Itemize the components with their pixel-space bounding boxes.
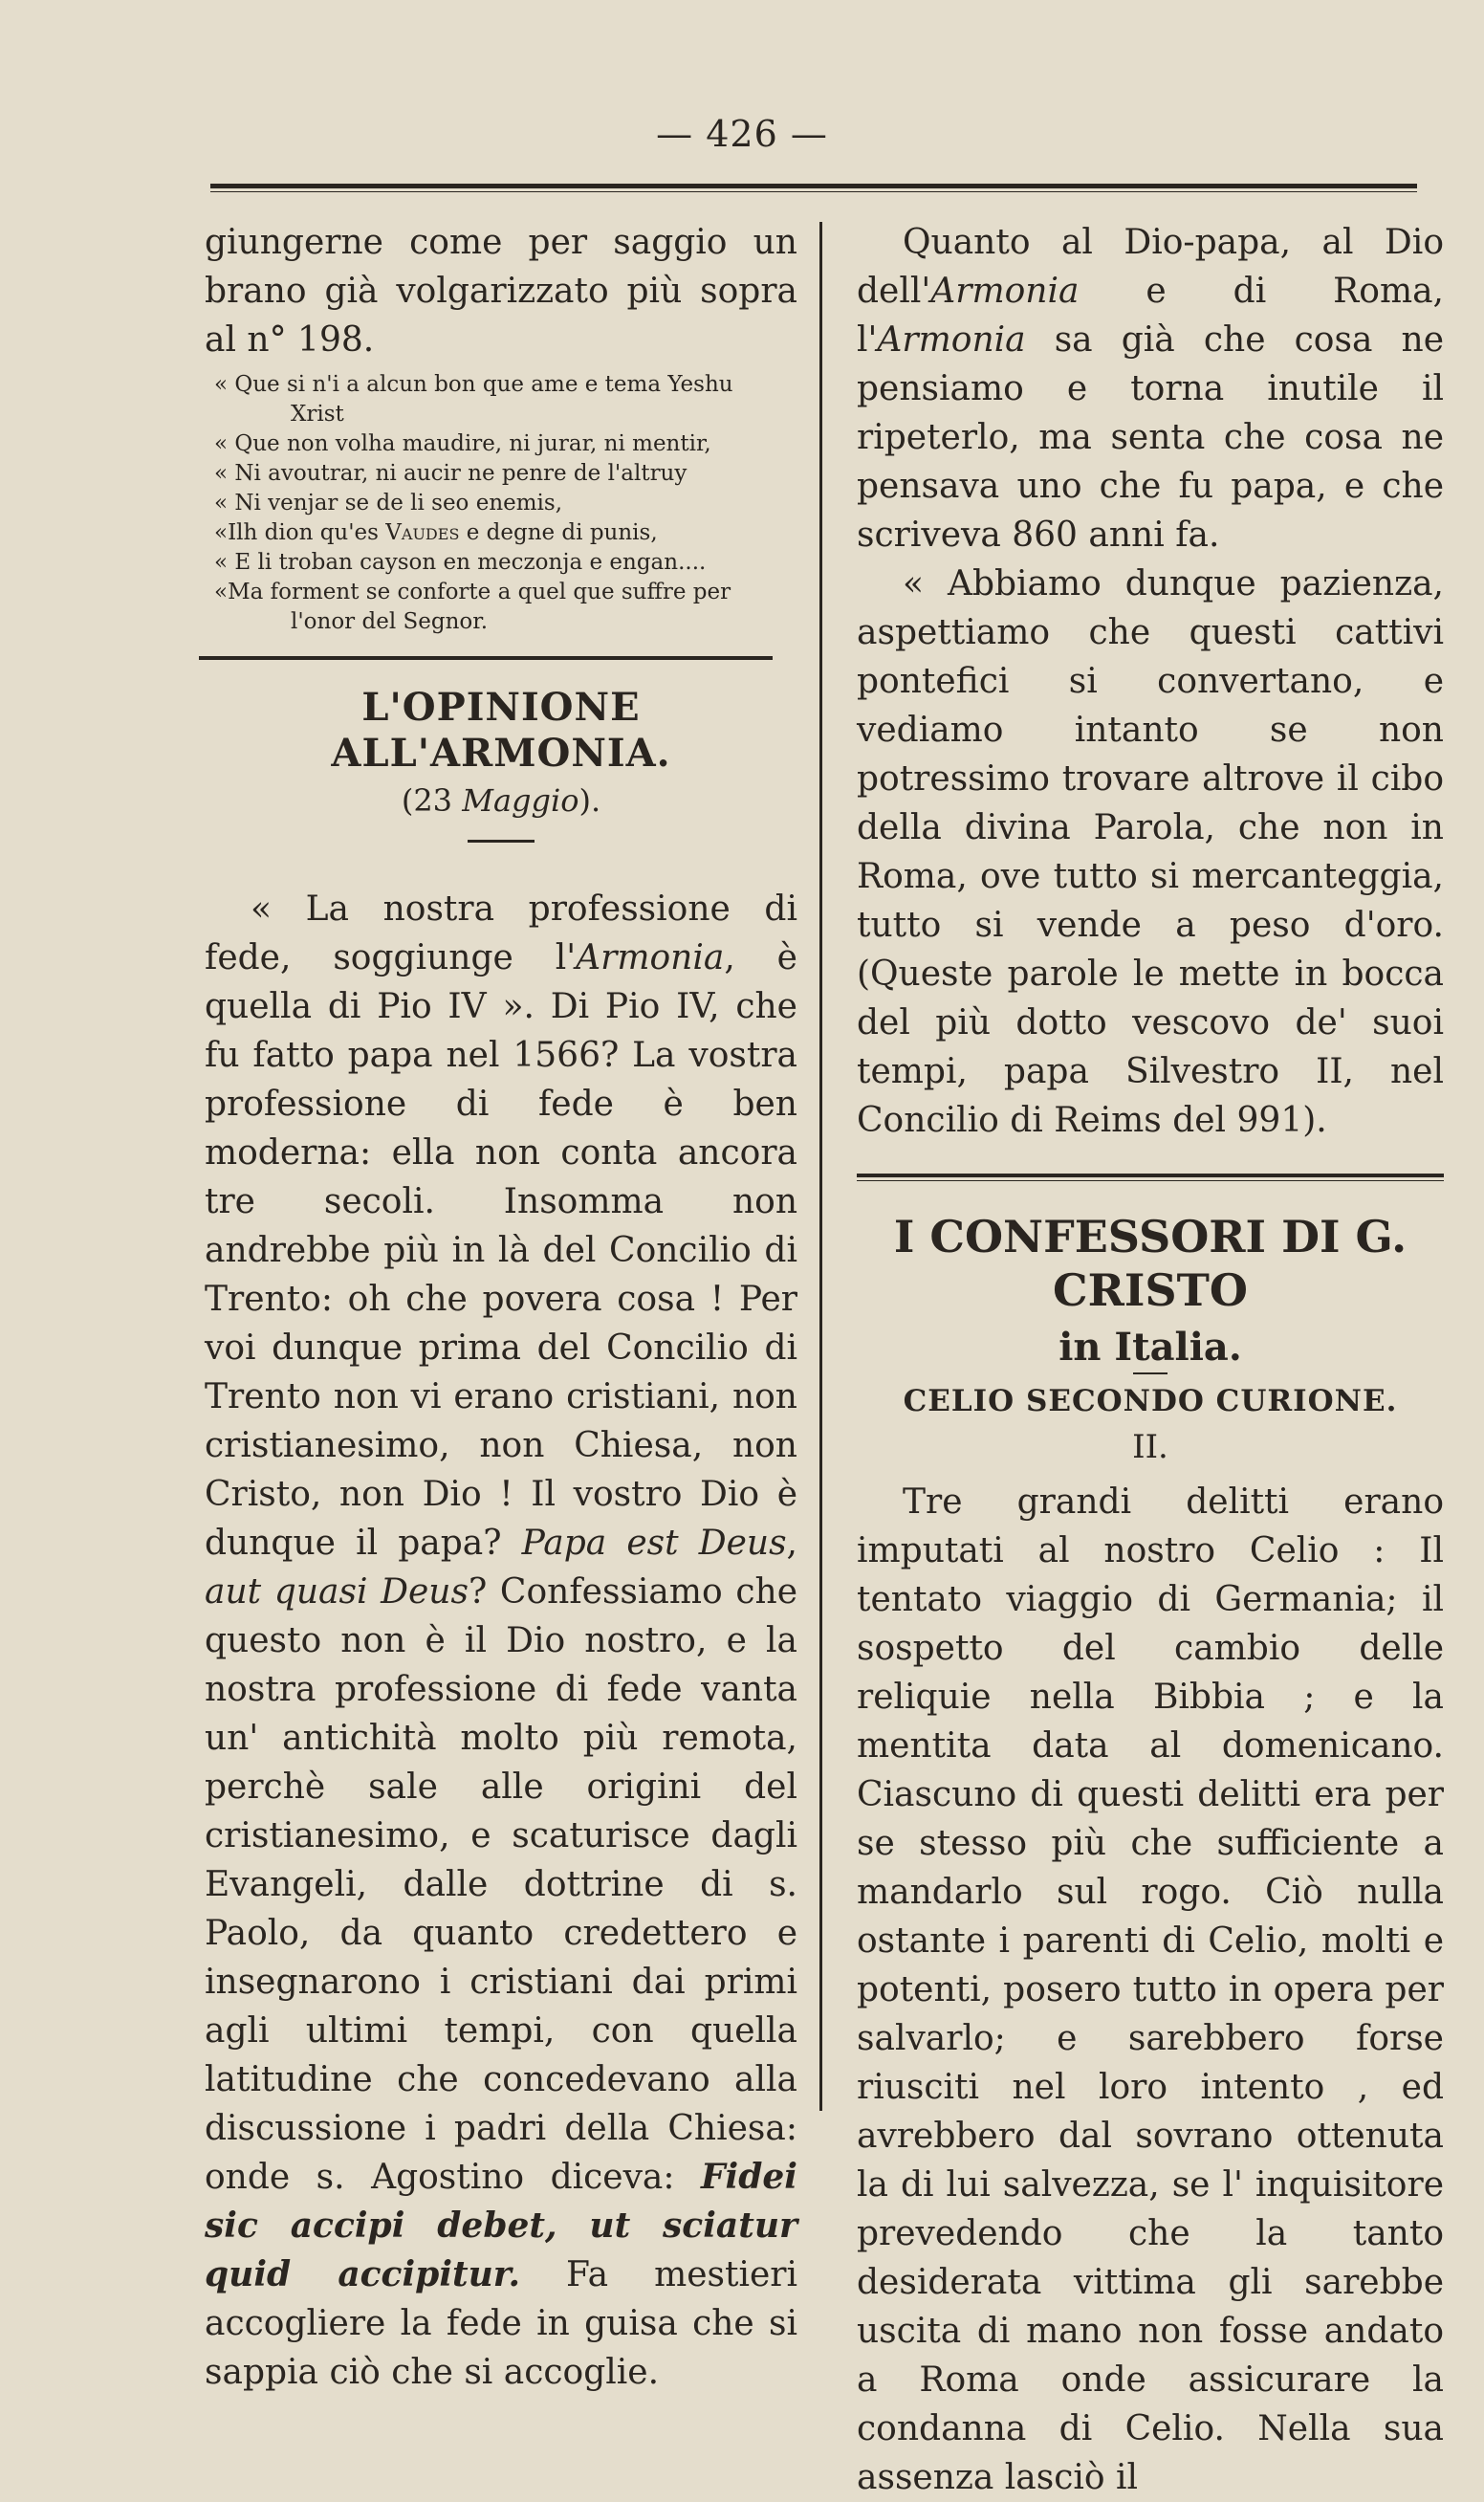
verse-line: « E li troban cayson en meczonja e engan.... — [214, 550, 707, 575]
article-paragraph — [857, 218, 1444, 560]
para-text: e di Roma, l' — [857, 272, 1444, 360]
para-italic: Armonia — [877, 320, 1026, 360]
verse-name: Vaudes — [385, 520, 460, 545]
para-text: , — [786, 1524, 797, 1563]
article-date — [205, 780, 797, 821]
para-text: ? Confessiamo che questo non è il Dio nostro, e la nostra professione di fede vanta un' antichità molto più remota, perchè sale alle origini del cristianesimo, e scaturisce dagli Evangeli, dalle dottrine di s. Paolo, da quanto credettero e insegnarono i cristiani dai primi agli ultimi tempi, con quella latitudine che concedevano alla discussione i padri della Chiesa: onde s. Agostino diceva: — [205, 1572, 797, 2197]
para-text: , è quella di Pio IV ». Di Pio IV, che fu fatto papa nel 1566? La vostra professione di fede è ben moderna: ella non conta ancora tre secoli. Insomma non andrebbe più in là del Concilio di Trento: oh che povera cosa ! Per voi dunque prima del Concilio di Trento non vi erano cristiani, non cristianesimo, non Chiesa, non Cristo, non Dio ! Il vostro Dio è dunque il papa? — [205, 938, 797, 1563]
verse-line: « Que si n'i a alcun bon que ame e tema Yeshu — [214, 372, 733, 397]
para-italic: Armonia — [576, 938, 725, 977]
article-paragraph: « Abbiamo dunque pazienza, aspettiamo che questi cattivi pontefici si convertano, e vediamo intanto se non potressimo trovare altrove il cibo della divina Parola, che non in Roma, ove tutto si mercanteggia, tutto si vende a peso d'oro. (Queste parole le mette in bocca del più dotto vescovo de' suoi tempi, papa Silvestro II, nel Concilio di Reims del 991). — [857, 564, 1444, 1140]
right-column — [857, 218, 1444, 2502]
verse-line: « Ni avoutrar, ni aucir ne penre de l'altruy — [214, 461, 687, 486]
heading-dash — [468, 840, 535, 843]
verse-line — [205, 518, 797, 548]
date-month: Maggio — [462, 782, 579, 819]
verse-text: e degne di punis, — [459, 520, 658, 545]
section-heading: I CONFESSORI DI G. CRISTO — [893, 1211, 1408, 1316]
article-paragraph — [205, 885, 797, 2397]
page-number: — 426 — — [656, 113, 828, 155]
para-italic: Papa est Deus — [521, 1524, 787, 1563]
para-text: sa già che cosa ne pensiamo e torna inutile il ripeterlo, ma senta che cosa ne pensava uno che fu papa, e che scriveva 860 anni fa. — [857, 320, 1444, 555]
verse-line: « Que non volha maudire, ni jurar, ni mentir, — [214, 431, 711, 456]
para-latin-quote: Fidei sic accipi debet, ut sciatur quid accipitur. — [205, 2157, 797, 2294]
verse-line: «Ma forment se conforte a quel que suffre per — [214, 580, 731, 604]
header-rule — [210, 184, 1417, 188]
verse-line: « Ni venjar se de li seo enemis, — [214, 491, 563, 516]
para-italic: Armonia — [930, 272, 1080, 311]
verse-text: «Ilh dion qu'es — [214, 520, 386, 545]
section-subtitle: CELIO SECONDO CURIONE. — [903, 1384, 1398, 1418]
para-text: « La nostra professione di fede, soggiunge l' — [205, 889, 797, 977]
article-heading: L'OPINIONE ALL'ARMONIA. — [331, 685, 671, 776]
date-text: (23 — [401, 782, 463, 819]
section-heading-gothic: in Italia. — [1058, 1325, 1242, 1370]
para-text: Fa mestieri accogliere la fede in guisa che si sappia ciò che si accoglie. — [205, 2255, 798, 2392]
verse-line: l'onor del Segnor. — [291, 609, 489, 634]
intro-text: giungerne come per saggio un brano già volgarizzato più sopra al n° 198. — [205, 223, 797, 360]
section-rule — [199, 656, 773, 660]
para-italic: aut quasi Deus — [205, 1572, 469, 1612]
section-number: II. — [1132, 1428, 1168, 1466]
verse-quotation — [205, 370, 797, 637]
verse-line: Xrist — [291, 402, 344, 427]
section-rule — [857, 1174, 1444, 1181]
date-text: ). — [578, 782, 601, 819]
article-paragraph: Tre grandi delitti erano imputati al nostro Celio : Il tentato viaggio di Germania; il sospetto del cambio delle reliquie nella Bibbia ; e la mentita data al domenicano. Ciascuno di questi delitti era per se stesso più che sufficiente a mandarlo sul rogo. Ciò nulla ostante i parenti di Celio, molti e potenti, posero tutto in opera per salvarlo; e sarebbero forse riusciti nel loro intento , ed avrebbero dal sovrano ottenuta la di lui salvezza, se l' inquisitore prevedendo che la tanto desiderata vittima gli sarebbe uscita di mano non fosse andato a Roma onde assicurare la condanna di Celio. Nella sua assenza lasciò il — [857, 1482, 1444, 2497]
para-text: Quanto al Dio-papa, al Dio dell' — [857, 223, 1444, 311]
left-column — [205, 218, 797, 2397]
heading-dash — [1133, 1372, 1168, 1374]
column-divider — [819, 222, 822, 2111]
